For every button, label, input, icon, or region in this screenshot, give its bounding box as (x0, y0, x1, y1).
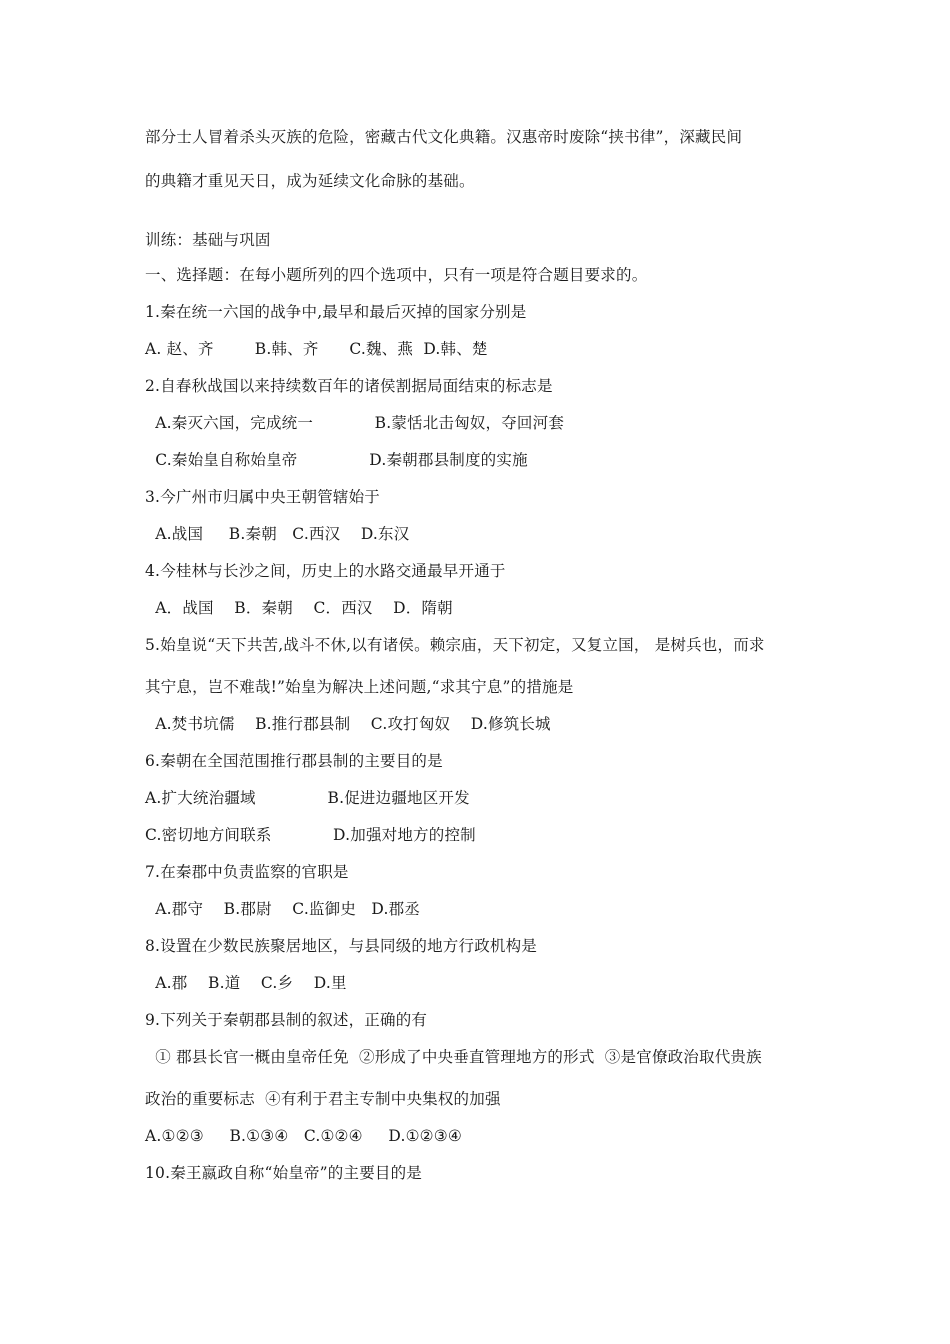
question-2-options-1: A.秦灭六国，完成统一 B.蒙恬北击匈奴，夺回河套 (145, 414, 565, 432)
question-8-stem: 8.设置在少数民族聚居地区，与县同级的地方行政机构是 (145, 937, 537, 955)
question-8-options: A.郡 B.道 C.乡 D.里 (145, 974, 347, 992)
question-5-stem-2: 其宁息，岂不难哉!”始皇为解决上述问题,“求其宁息”的措施是 (145, 678, 574, 696)
question-7-options: A.郡守 B.郡尉 C.监御史 D.郡丞 (145, 900, 421, 918)
question-10-stem: 10.秦王嬴政自称“始皇帝”的主要目的是 (145, 1164, 422, 1182)
question-6-options-2: C.密切地方间联系 D.加强对地方的控制 (145, 826, 476, 844)
question-3-options: A.战国 B.秦朝 C.西汉 D.东汉 (145, 525, 410, 543)
question-9-stem-2: ① 郡县长官一概由皇帝任免 ②形成了中央垂直管理地方的形式 ③是官僚政治取代贵族 (145, 1048, 762, 1066)
question-2-stem: 2.自春秋战国以来持续数百年的诸侯割据局面结束的标志是 (145, 377, 553, 395)
question-5-stem: 5.始皇说“天下共苦,战斗不休,以有诸侯。赖宗庙，天下初定，又复立国， 是树兵也，而求 (145, 636, 765, 654)
question-6-stem: 6.秦朝在全国范围推行郡县制的主要目的是 (145, 752, 443, 770)
question-2-options-2: C.秦始皇自称始皇帝 D.秦朝郡县制度的实施 (145, 451, 528, 469)
intro-line-1: 部分士人冒着杀头灭族的危险，密藏古代文化典籍。汉惠帝时废除“挟书律”，深藏民间 (145, 128, 743, 146)
question-6-options-1: A.扩大统治疆域 B.促进边疆地区开发 (145, 789, 470, 807)
question-1-options: A. 赵、齐 B.韩、齐 C.魏、燕 D.韩、楚 (145, 340, 488, 358)
question-5-options: A.焚书坑儒 B.推行郡县制 C.攻打匈奴 D.修筑长城 (145, 715, 551, 733)
question-9-stem-3: 政治的重要标志 ④有利于君主专制中央集权的加强 (145, 1090, 501, 1108)
question-1-stem: 1.秦在统一六国的战争中,最早和最后灭掉的国家分别是 (145, 303, 527, 321)
question-3-stem: 3.今广州市归属中央王朝管辖始于 (145, 488, 380, 506)
intro-line-2: 的典籍才重见天日，成为延续文化命脉的基础。 (145, 172, 475, 190)
section-title: 训练：基础与巩固 (145, 231, 271, 249)
question-9-options: A.①②③ B.①③④ C.①②④ D.①②③④ (145, 1127, 462, 1145)
question-4-stem: 4.今桂林与长沙之间，历史上的水路交通最早开通于 (145, 562, 506, 580)
question-7-stem: 7.在秦郡中负责监察的官职是 (145, 863, 349, 881)
question-9-stem: 9.下列关于秦朝郡县制的叙述，正确的有 (145, 1011, 428, 1029)
section-instruction: 一、选择题：在每小题所列的四个选项中，只有一项是符合题目要求的。 (145, 266, 648, 284)
question-4-options: A．战国 B．秦朝 C．西汉 D．隋朝 (145, 599, 453, 617)
